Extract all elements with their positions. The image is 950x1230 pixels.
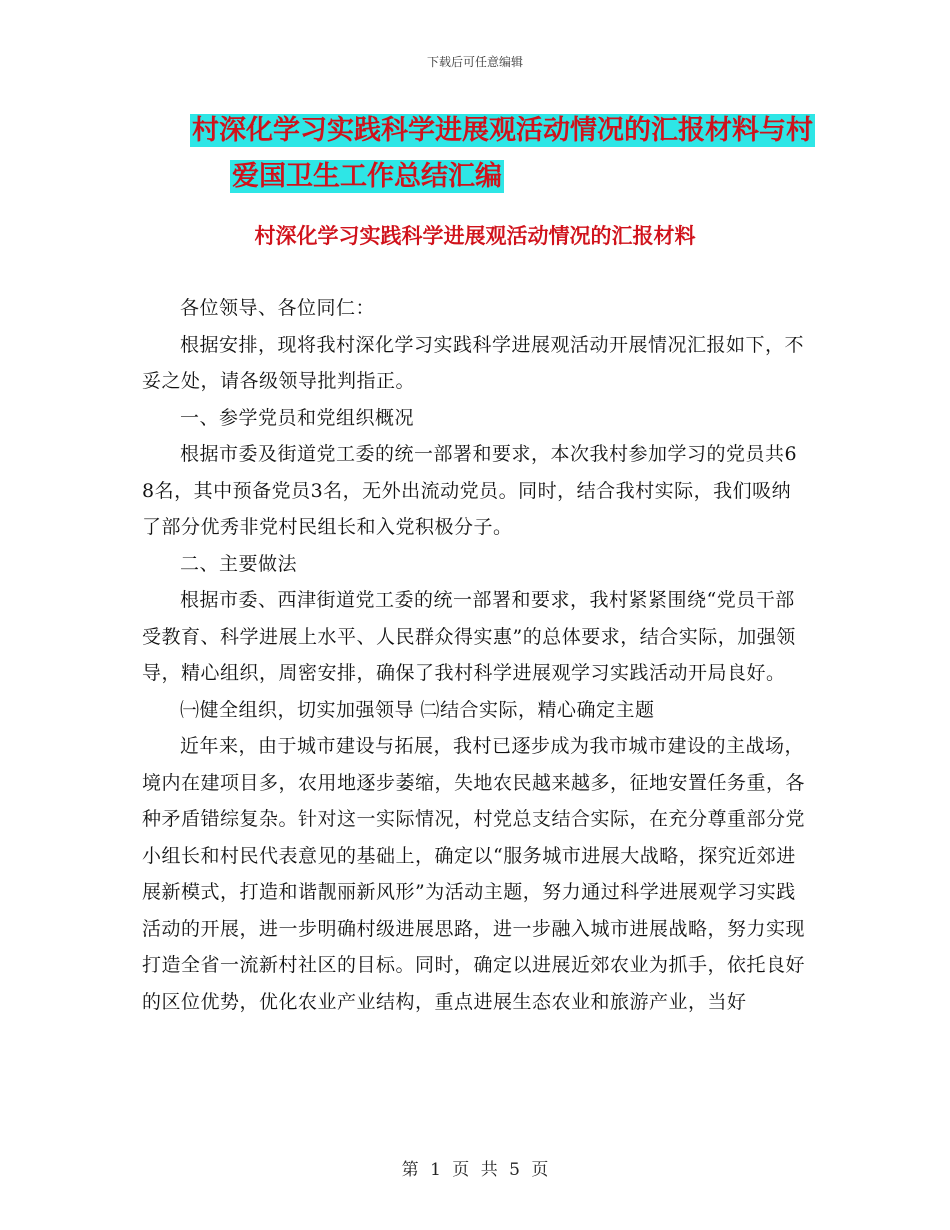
paragraph-greeting: 各位领导、各位同仁： [180,297,376,319]
section-title: 村深化学习实践科学进展观活动情况的汇报材料 [254,224,696,248]
heading-section-2: 二、主要做法 [180,552,298,575]
paragraph-section-2: 根据市委、西津街道党工委的统一部署和要求，我村紧紧围绕“党员干部受教育、科学进展上水平、人民群众得实惠”的总体要求，结合实际，加强领导，精心组织，周密安排，确保了我村科学进展观学习实践活动开局良好。 [142,589,796,684]
document-title [150,108,813,200]
title-line-2 [150,154,810,200]
title-line-1 [150,108,813,154]
subheading-items: ㈠健全组织，切实加强领导 ㈡结合实际，精心确定主题 [180,698,655,721]
page-number-footer: 第 1 页 共 5 页 [401,1160,549,1180]
heading-section-1: 一、参学党员和党组织概况 [180,406,415,429]
paragraph-background: 近年来，由于城市建设与拓展，我村已逐步成为我市城市建设的主战场，境内在建项目多，农用地逐步萎缩，失地农民越来越多，征地安置任务重，各种矛盾错综复杂。针对这一实际情况，村党总支结合实际，在充分尊重部分党小组长和村民代表意见的基础上，确定以“服务城市进展大战略，探究近郊进展新模式，打造和谐靓丽新风形”为活动主题，努力通过科学进展观学习实践活动的开展，进一步明确村级进展思路，进一步融入城市进展战略，努力实现打造全省一流新村社区的目标。同时，确定以进展近郊农业为抓手，依托良好的区位优势，优化农业产业结构，重点进展生态农业和旅游产业，当好 [142,735,806,1013]
title-line-1-text: 村深化学习实践科学进展观活动情况的汇报材料与村 [192,115,813,146]
paragraph-section-1: 根据市委及街道党工委的统一部署和要求，本次我村参加学习的党员共68名，其中预备党员3名，无外出流动党员。同时，结合我村实际，我们吸纳了部分优秀非党村民组长和入党积极分子。 [142,443,798,538]
paragraph-intro: 根据安排，现将我村深化学习实践科学进展观活动开展情况汇报如下，不妥之处，请各级领导批判指正。 [142,333,805,392]
document-body [142,290,808,1020]
header-note: 下载后可任意编辑 [426,55,523,69]
title-line-2-text: 爱国卫生工作总结汇编 [232,161,502,192]
